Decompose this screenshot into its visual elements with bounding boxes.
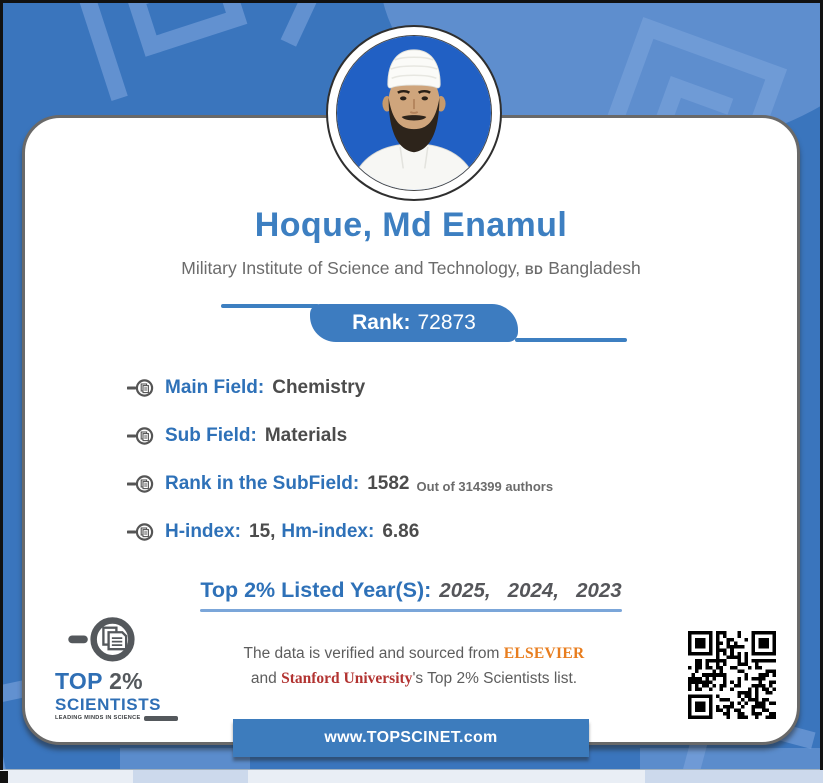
years-underline	[200, 609, 621, 612]
field-row-h-index	[127, 508, 767, 556]
field-value: 1582	[367, 473, 410, 494]
rank-decoration-line-left	[221, 304, 319, 308]
logo-word-scientists: SCIENTISTS	[55, 695, 162, 714]
rank-decoration-line-right	[515, 338, 627, 342]
bottom-strip-patch	[645, 770, 823, 783]
field-list	[127, 364, 767, 556]
field-note: Out of 314399 authors	[416, 479, 554, 494]
field-label: H-index:	[165, 521, 241, 542]
verification-line1: The data is verified and sourced from	[243, 645, 500, 662]
field-label: Main Field:	[165, 377, 265, 398]
verification-line2-rest: 's Top 2% Scientists list.	[412, 669, 578, 687]
magnifier-doc-icon	[127, 378, 157, 398]
country-code: BD	[525, 263, 544, 277]
screen-edge-top	[0, 0, 823, 3]
verification-and: and	[250, 669, 277, 687]
field-label: Rank in the SubField:	[165, 473, 360, 494]
website-bar	[233, 719, 589, 757]
affiliation	[25, 258, 797, 279]
magnifier-doc-icon	[67, 616, 145, 668]
field-value: 6.86	[382, 521, 420, 542]
top2-scientists-logo	[55, 616, 175, 722]
profile-photo	[336, 35, 492, 191]
field-value: Chemistry	[272, 377, 366, 398]
field-value: Materials	[264, 425, 348, 446]
logo-word-percent: 2%	[109, 668, 143, 694]
elsevier-label: ELSEVIER	[503, 645, 585, 662]
scientist-name: Hoque, Md Enamul	[254, 206, 568, 244]
logo-tagline: LEADING MINDS IN SCIENCE	[55, 715, 141, 721]
field-value: 15,	[249, 521, 276, 542]
logo-tagline-bar	[144, 716, 178, 721]
rank-row	[25, 304, 797, 344]
field-label: Hm-index:	[281, 521, 375, 542]
rank-badge	[310, 304, 518, 342]
profile-photo-ring	[326, 25, 502, 201]
bottom-strip-patch	[133, 770, 248, 783]
country-name: Bangladesh	[548, 258, 641, 278]
qr-code	[685, 628, 779, 722]
magnifier-doc-icon	[127, 426, 157, 446]
listed-years-values: 2025, 2024, 2023	[439, 579, 622, 602]
stanford-label: Stanford University	[281, 669, 413, 687]
rank-value: 72873	[417, 311, 476, 334]
field-row-main-field	[127, 364, 767, 412]
screen-edge-corner	[0, 771, 8, 783]
field-row-subfield-rank	[127, 460, 767, 508]
verification-text	[239, 642, 589, 692]
listed-years-row	[25, 578, 797, 612]
logo-word-top: TOP	[55, 668, 103, 694]
certificate-card	[22, 115, 800, 745]
field-row-sub-field	[127, 412, 767, 460]
magnifier-doc-icon	[127, 474, 157, 494]
magnifier-doc-icon	[127, 522, 157, 542]
rank-label: Rank:	[352, 311, 411, 334]
affiliation-institute: Military Institute of Science and Technology,	[181, 258, 521, 278]
bottom-strip	[0, 769, 823, 783]
listed-years-label: Top 2% Listed Year(S):	[200, 578, 432, 602]
screen-edge-left	[0, 0, 3, 770]
website-url: www.TOPSCINET.com	[324, 729, 498, 746]
field-label: Sub Field:	[165, 425, 257, 446]
